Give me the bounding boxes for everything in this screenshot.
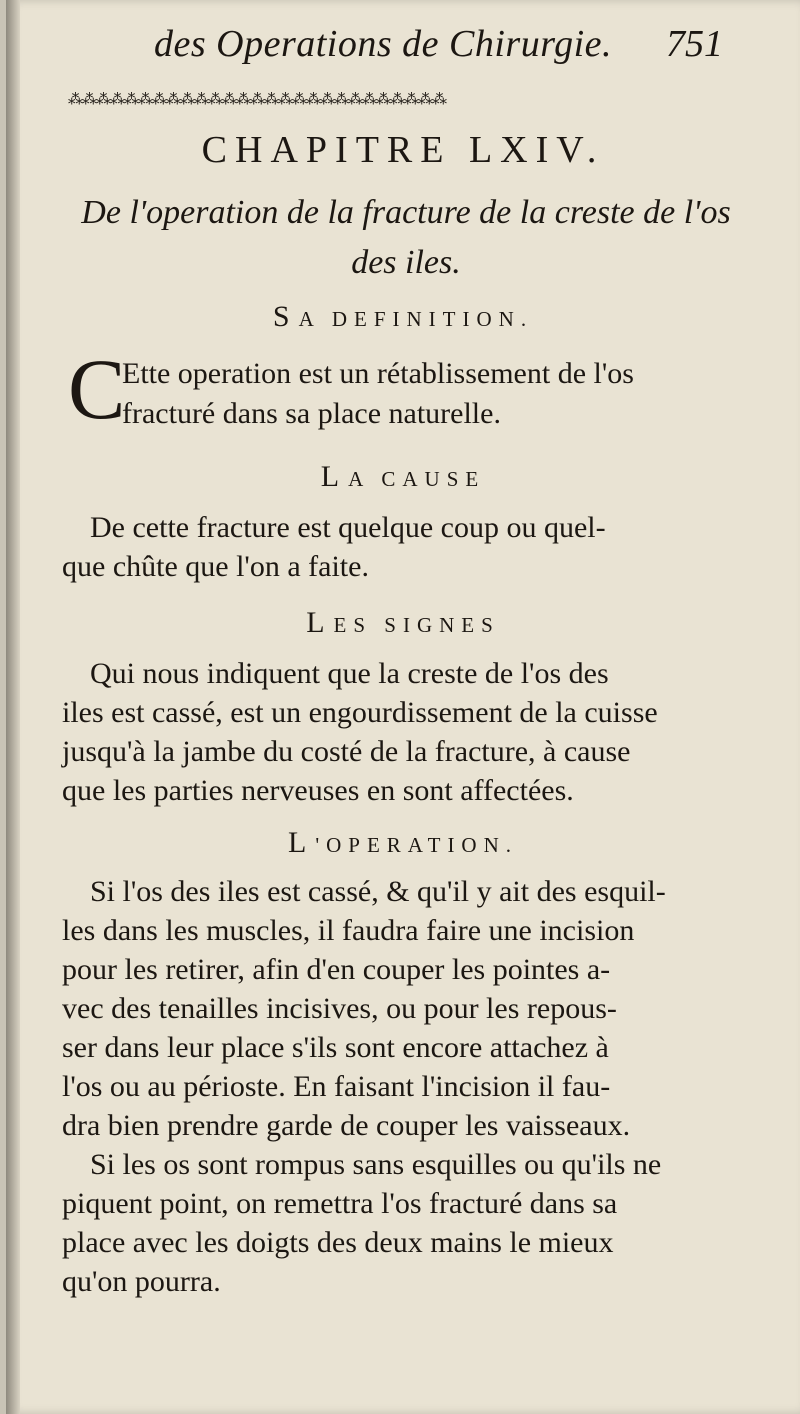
text-line: pour les retirer, afin d'en couper les pointes a- (62, 953, 611, 986)
text-line: ser dans leur place s'ils sont encore attachez à (62, 1031, 609, 1064)
operation-paragraph (62, 872, 742, 1301)
text-line: Qui nous indiquent que la creste de l'os des (90, 657, 609, 690)
text-line: Si l'os des iles est cassé, & qu'il y ait des esquil- (90, 875, 666, 908)
text-line: l'os ou au périoste. En faisant l'incision il fau- (62, 1070, 611, 1103)
book-page (6, 0, 800, 1414)
subtitle-line: des iles. (351, 244, 461, 281)
running-title: des Operations de Chirurgie. (154, 23, 613, 65)
ornamental-rule (68, 92, 728, 108)
subtitle-line: De l'operation de la fracture de la creste de l'os (81, 194, 731, 231)
section-heading-definition (6, 300, 800, 334)
page-gutter-shadow (6, 0, 20, 1414)
heading-small-caps: A DEFINITION. (298, 307, 534, 331)
text-line: jusqu'à la jambe du costé de la fracture, à cause (62, 735, 631, 768)
signes-paragraph (62, 654, 742, 810)
section-heading-cause (6, 460, 800, 494)
text-line: vec des tenailles incisives, ou pour les repous- (62, 992, 617, 1025)
drop-cap-letter: C (68, 341, 126, 437)
page-header (6, 18, 800, 74)
text-line: que les parties nerveuses en sont affectées. (62, 774, 574, 807)
heading-small-caps: ES SIGNES (333, 613, 500, 637)
heading-initial: L (306, 606, 334, 639)
heading-initial: L (287, 826, 316, 859)
heading-initial: S (272, 300, 299, 333)
section-heading-operation (6, 826, 800, 860)
text-line: fracturé dans sa place naturelle. (122, 397, 501, 430)
text-line: les dans les muscles, il faudra faire une incision (62, 914, 635, 947)
ornament-glyphs: ⁂⁂⁂⁂⁂⁂⁂⁂⁂⁂⁂⁂⁂⁂⁂⁂⁂⁂⁂⁂⁂⁂⁂⁂⁂⁂⁂ (68, 92, 446, 108)
text-line: qu'on pourra. (62, 1265, 221, 1298)
chapter-heading: CHAPITRE LXIV. (201, 129, 605, 171)
heading-initial: L (320, 460, 349, 493)
text-line: piquent point, on remettra l'os fracturé dans sa (62, 1187, 618, 1220)
text-line: De cette fracture est quelque coup ou quel- (90, 511, 606, 544)
text-line: place avec les doigts des deux mains le mieux (62, 1226, 614, 1259)
heading-small-caps: A C (348, 467, 403, 491)
page-number: 751 (666, 23, 723, 65)
section-heading-signes (6, 606, 800, 640)
heading-small-caps: 'OPERATION. (315, 833, 519, 857)
cause-paragraph (62, 508, 742, 586)
text-line: dra bien prendre garde de couper les vaisseaux. (62, 1109, 631, 1142)
chapter-subtitle (66, 188, 746, 288)
text-line: iles est cassé, est un engourdissement de la cuisse (62, 696, 658, 729)
text-line: Ette operation est un rétablissement de l'os (122, 357, 634, 390)
text-line: Si les os sont rompus sans esquilles ou qu'ils ne (90, 1148, 662, 1181)
heading-small-caps: AUSE (402, 467, 486, 491)
text-line: que chûte que l'on a faite. (62, 550, 369, 583)
